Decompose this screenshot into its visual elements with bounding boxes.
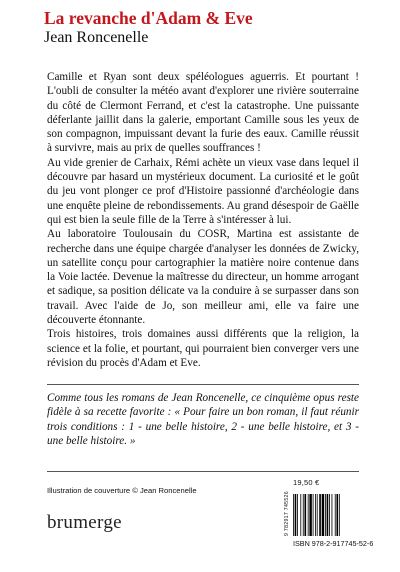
- blurb-paragraph: Camille et Ryan sont deux spéléologues aguerris. Et pourtant ! L'oubli de consulter la météo avant d'explorer une rivière souterraine du côté de Clermont Ferrand, et c'est la catastrophe. Une puissante déferlante jaillit dans la galerie, emportant Camille sous les yeux de son compagnon, impuissant devant la furie des eaux. Camille réussit à survivre, mais au prix de quelles souffrances !: [47, 71, 359, 155]
- blurb-paragraph: Au laboratoire Toulousain du COSR, Martina est assistante de recherche dans une équipe chargée d'analyser les données de Zwicky, un satellite conçu pour cartographier la matière noire contenue dans la Voie lactée. Devenue la maîtresse du directeur, un homme arrogant et sadique, sa position délicate va la conduire à se surpasser dans son travail. Avec l'aide de Jo, son meilleur ami, elle va faire une découverte étonnante.: [47, 228, 359, 327]
- publisher-logo: brumerge: [47, 512, 122, 533]
- back-cover-blurb: [47, 70, 359, 370]
- blurb-paragraph: Trois histoires, trois domaines aussi différents que la religion, la science et la folie, et pourtant, qui pourraient bien converger vers une révision du procès d'Adam et Eve.: [47, 328, 359, 369]
- price-label: 19,50 €: [293, 478, 320, 487]
- barcode-digits-text: 9 782917 745526: [284, 491, 290, 536]
- author-name: Jean Roncenelle: [44, 29, 149, 46]
- quote-top-divider: [47, 384, 359, 385]
- cover-credit: Illustration de couverture © Jean Roncenelle: [47, 486, 197, 495]
- author-quote: Comme tous les romans de Jean Roncenelle, ce cinquième opus reste fidèle à sa recette favorite : « Pour faire un bon roman, il faut réunir trois conditions : 1 - une belle histoire, 2 - une belle histoire, et 3 - une belle histoire. »: [47, 392, 359, 447]
- isbn-label: ISBN 978-2-917745-52-6: [293, 539, 374, 548]
- quote-bottom-divider: [47, 471, 359, 472]
- book-title: La revanche d'Adam & Eve: [44, 8, 253, 28]
- barcode-digits: [283, 491, 293, 536]
- barcode-icon: [293, 494, 359, 536]
- blurb-paragraph: Au vide grenier de Carhaix, Rémi achète un vieux vase dans lequel il découvre par hasard un mystérieux document. La curiosité et le goût du jeu vont plonger ce prof d'Histoire passionné d'archéologie dans une enquête pleine de rebondissements. Au grand désespoir de Gaëlle qui est bien la seule fille de la Terre à s'intéresser à lui.: [47, 156, 359, 226]
